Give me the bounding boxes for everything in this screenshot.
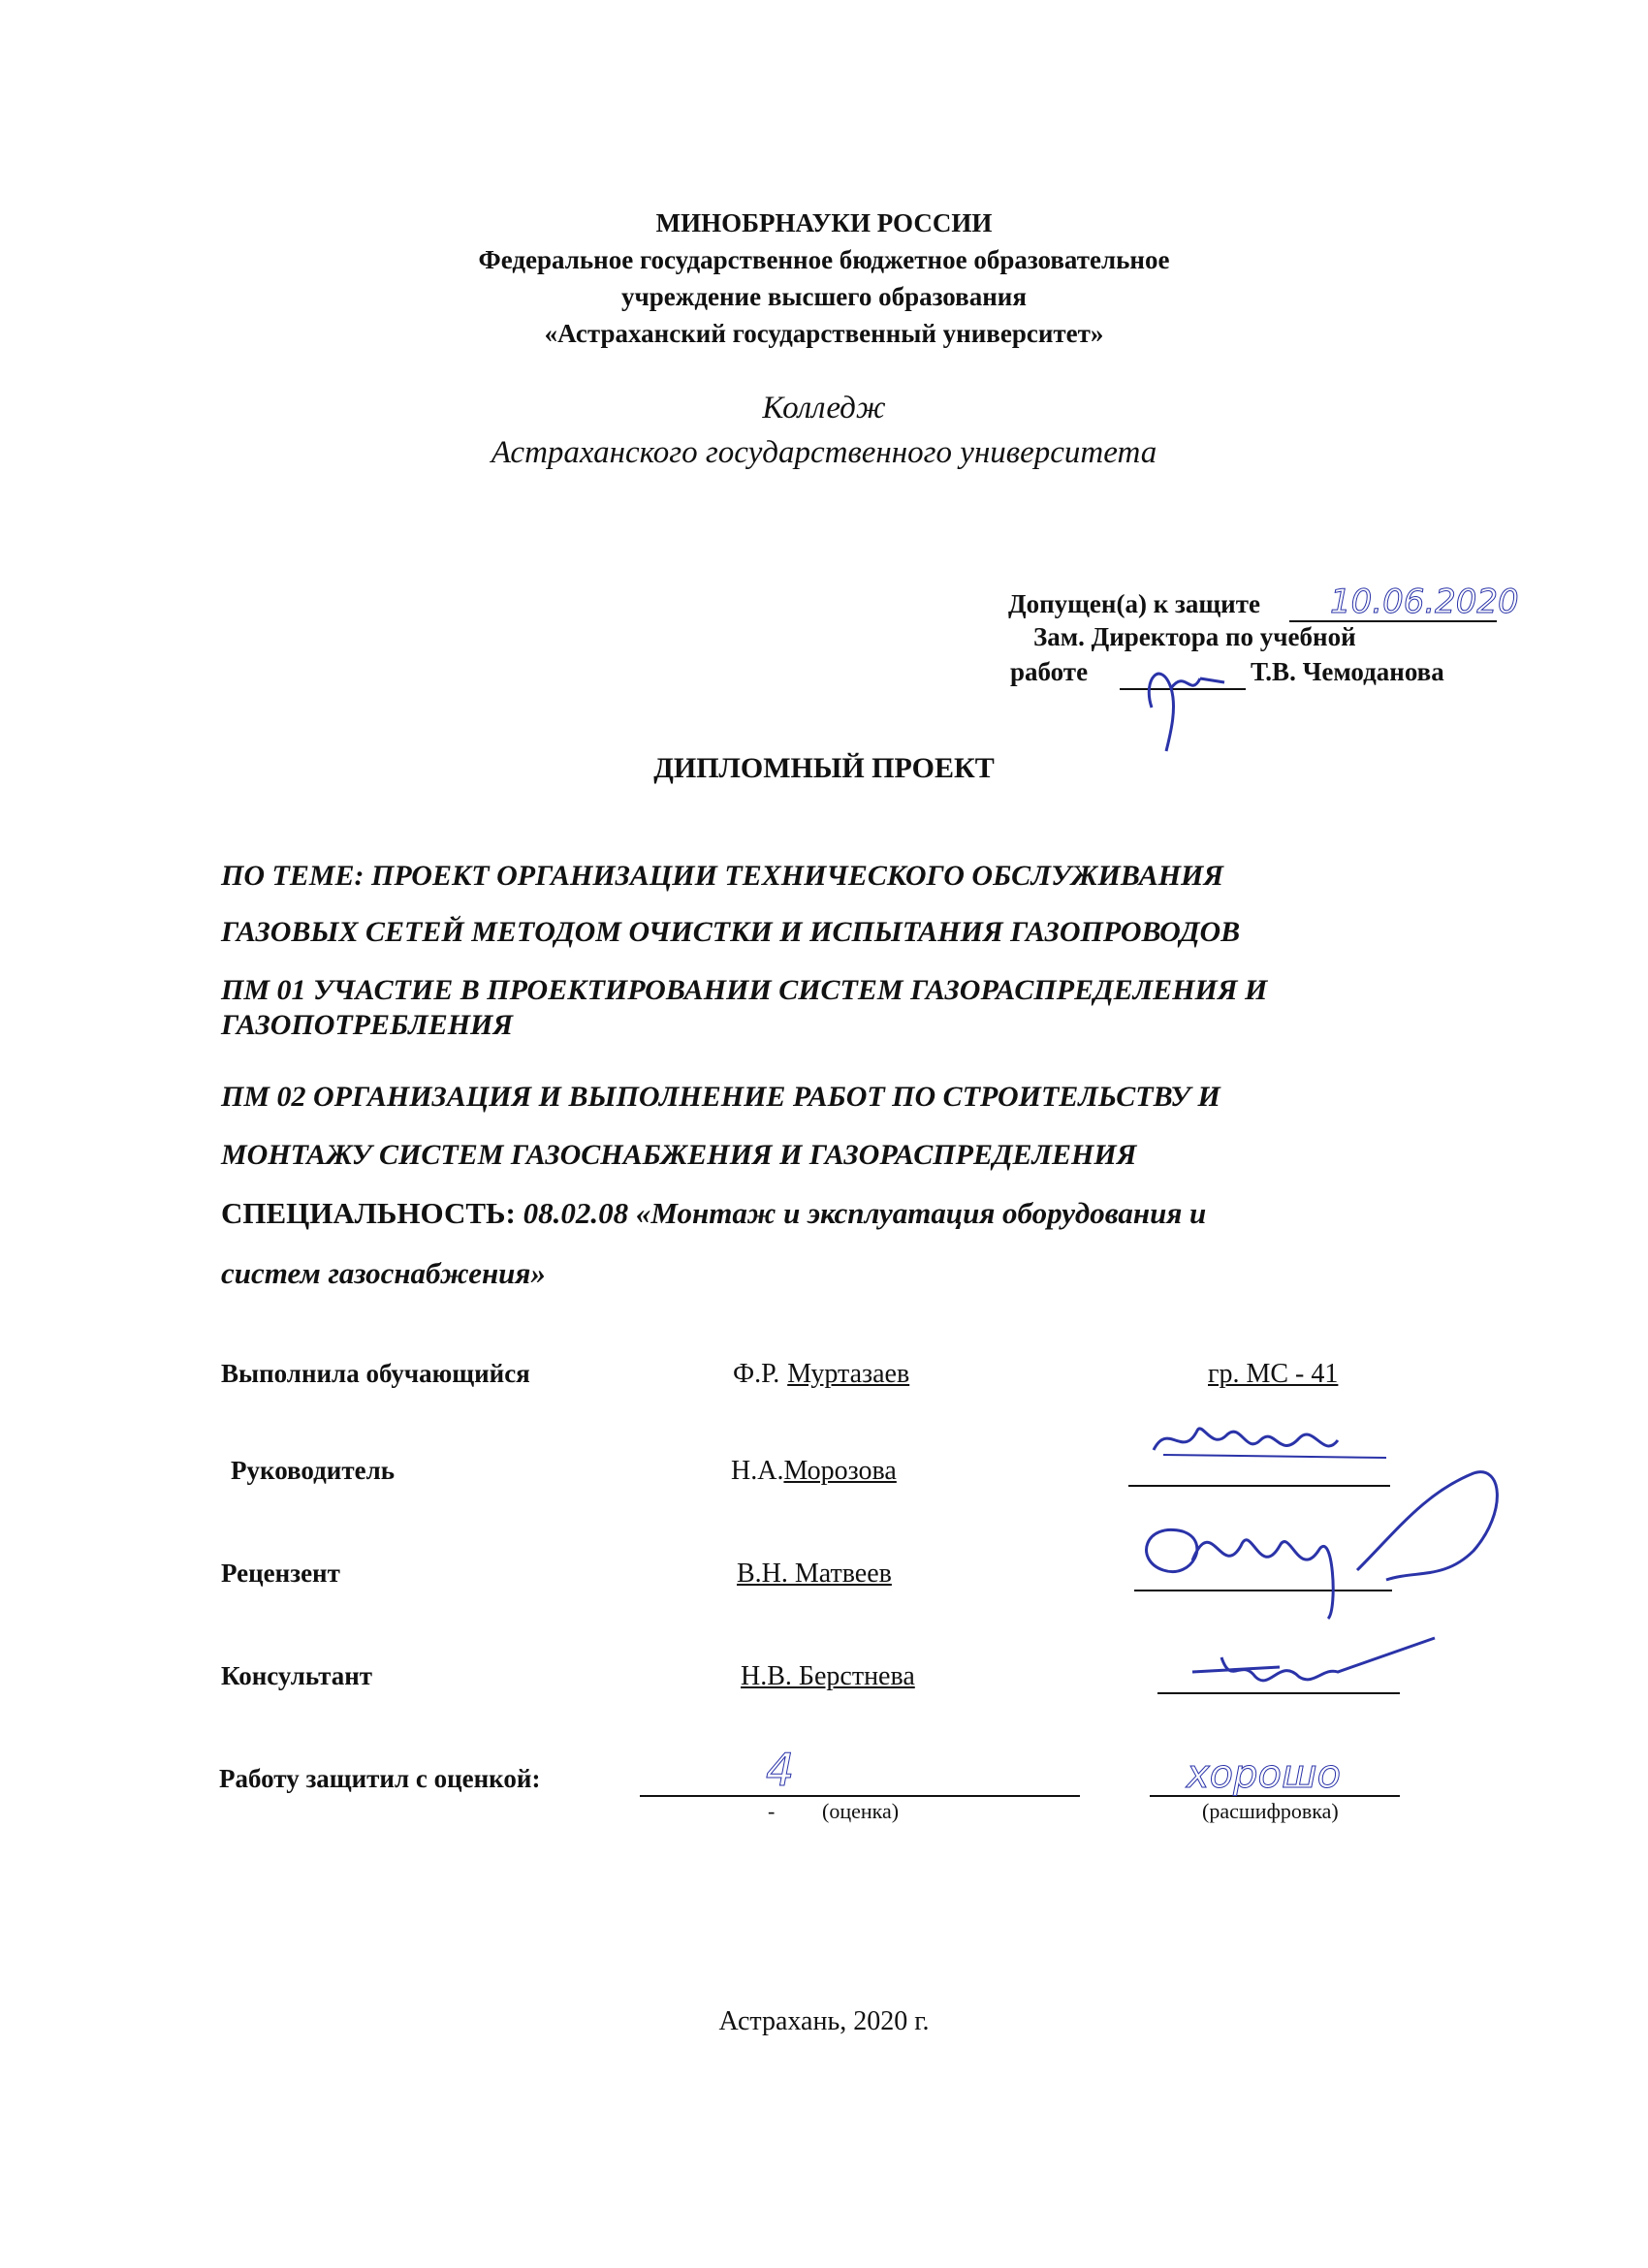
work-label: работе [1010, 657, 1089, 686]
supervisor-name [731, 1456, 904, 1487]
specialty-value-line1: 08.02.08 «Монтаж и эксплуатация оборудования и [523, 1196, 1207, 1230]
performer-label: Выполнила обучающийся [221, 1359, 530, 1388]
city-year: Астрахань, 2020 г. [718, 2006, 930, 2036]
approver-name: Т.В. Чемоданова [1251, 657, 1444, 686]
pm01-line1: ПМ 01 УЧАСТИЕ В ПРОЕКТИРОВАНИИ СИСТЕМ ГАЗОРАСПРЕДЕЛЕНИЯ И [221, 974, 1268, 1006]
grade-handwriting [762, 1741, 820, 1795]
ministry-heading: МИНОБРНАУКИ РОССИИ [655, 208, 993, 237]
pm02-line2: МОНТАЖУ СИСТЕМ ГАЗОСНАБЖЕНИЯ И ГАЗОРАСПРЕДЕЛЕНИЯ [221, 1139, 1137, 1171]
grade-caption: (оценка) [822, 1799, 900, 1823]
reviewer-signature [1125, 1454, 1532, 1628]
college-line1: Колледж [762, 391, 886, 425]
supervisor-surname: Морозова [783, 1456, 897, 1486]
consultant-signature [1163, 1628, 1454, 1716]
admitted-date: 10.06.2020 [1330, 583, 1519, 621]
document-title: ДИПЛОМНЫЙ ПРОЕКТ [653, 752, 995, 784]
pm01-line2: ГАЗОПОТРЕБЛЕНИЯ [221, 1009, 514, 1041]
transcript-caption: (расшифровка) [1202, 1799, 1339, 1823]
topic-line2: ГАЗОВЫХ СЕТЕЙ МЕТОДОМ ОЧИСТКИ И ИСПЫТАНИЯ ГАЗОПРОВОДОВ [221, 916, 1241, 948]
performer-initials: Ф.Р. [733, 1359, 780, 1389]
university-name: «Астраханский государственный университет» [544, 319, 1104, 348]
group: гр. МС - 41 [1208, 1359, 1339, 1389]
grade-caption-dash: - [768, 1799, 776, 1823]
specialty-value-line2: систем газоснабжения» [221, 1256, 546, 1290]
approver-signature [1132, 640, 1239, 756]
college-line2: Астраханского государственного университета [491, 435, 1157, 470]
consultant-label: Консультант [221, 1661, 373, 1690]
institution-line1: Федеральное государственное бюджетное образовательное [478, 245, 1170, 274]
deputy-line: Зам. Директора по учебной [1033, 622, 1356, 651]
admitted-date-handwriting [1330, 578, 1524, 622]
consultant-name: Н.В. Берстнева [741, 1661, 915, 1691]
defense-label: Работу защитил с оценкой: [219, 1764, 541, 1793]
supervisor-label: Руководитель [231, 1456, 396, 1485]
institution-line2: учреждение высшего образования [621, 282, 1027, 311]
specialty-label: СПЕЦИАЛЬНОСТЬ: [221, 1196, 516, 1230]
grade-value: 4 [766, 1744, 795, 1795]
supervisor-initials: Н.А. [731, 1456, 784, 1486]
performer-name [733, 1359, 921, 1390]
reviewer-label: Рецензент [221, 1559, 340, 1588]
pm02-line1: ПМ 02 ОРГАНИЗАЦИЯ И ВЫПОЛНЕНИЕ РАБОТ ПО СТРОИТЕЛЬСТВУ И [221, 1081, 1220, 1113]
grade-word: хорошо [1187, 1752, 1342, 1797]
grade-word-handwriting [1183, 1745, 1415, 1799]
topic-line1: ПО ТЕМЕ: ПРОЕКТ ОРГАНИЗАЦИИ ТЕХНИЧЕСКОГО ОБСЛУЖИВАНИЯ [221, 860, 1224, 892]
reviewer-name: В.Н. Матвеев [737, 1559, 892, 1589]
grade-line [640, 1795, 1080, 1797]
performer-surname: Муртазаев [787, 1359, 910, 1389]
specialty-line1 [221, 1196, 1206, 1231]
admitted-label: Допущен(а) к защите [1008, 589, 1260, 618]
